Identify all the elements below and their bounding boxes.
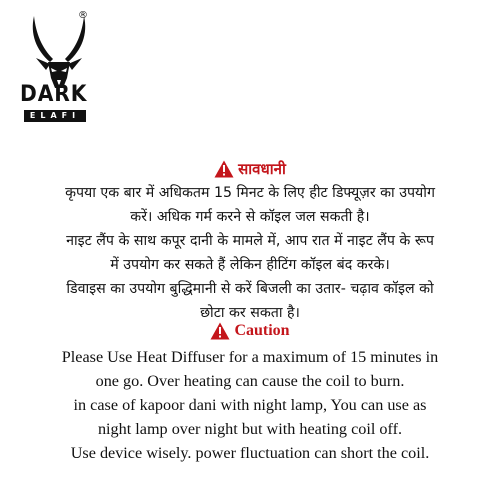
- english-line: Use device wisely. power fluctuation can short the coil.: [70, 444, 430, 462]
- hindi-warning-heading: [0, 158, 500, 180]
- hindi-heading-text: सावधानी: [238, 160, 286, 178]
- hindi-line: करें। अधिक गर्म करने से कॉइल जल सकती है।: [130, 209, 370, 225]
- brand-name: DARK: [20, 82, 88, 107]
- english-heading-text: Caution: [234, 322, 290, 339]
- registered-mark: ®: [78, 10, 88, 21]
- english-instructions: [4, 345, 496, 465]
- hindi-line: डिवाइस का उपयोग बुद्धिमानी से करें बिजली का उतार- चढ़ाव कॉइल को: [66, 281, 434, 297]
- english-line: in case of kapoor dani with night lamp, You can use as: [73, 396, 427, 414]
- warning-icon: [214, 160, 234, 178]
- hindi-line: छोटा कर सकता है।: [200, 305, 300, 321]
- hindi-line: में उपयोग कर सकते हैं लेकिन हीटिंग कॉइल बंद करके।: [110, 257, 390, 273]
- hindi-instructions: [4, 181, 496, 325]
- english-line: night lamp over night but with heating coil off.: [97, 420, 403, 438]
- english-line: Please Use Heat Diffuser for a maximum of 15 minutes in: [61, 348, 439, 366]
- english-warning-heading: [0, 320, 500, 342]
- brand-subname: ELAFI: [24, 110, 86, 122]
- hindi-line: नाइट लैंप के साथ कपूर दानी के मामले में, आप रात में नाइट लैंप के रूप: [66, 233, 434, 249]
- english-line: one go. Over heating can cause the coil to burn.: [95, 372, 405, 390]
- hindi-line: कृपया एक बार में अधिकतम 15 मिनट के लिए हीट डिफ्यूज़र का उपयोग: [65, 185, 435, 201]
- warning-icon: [210, 322, 230, 340]
